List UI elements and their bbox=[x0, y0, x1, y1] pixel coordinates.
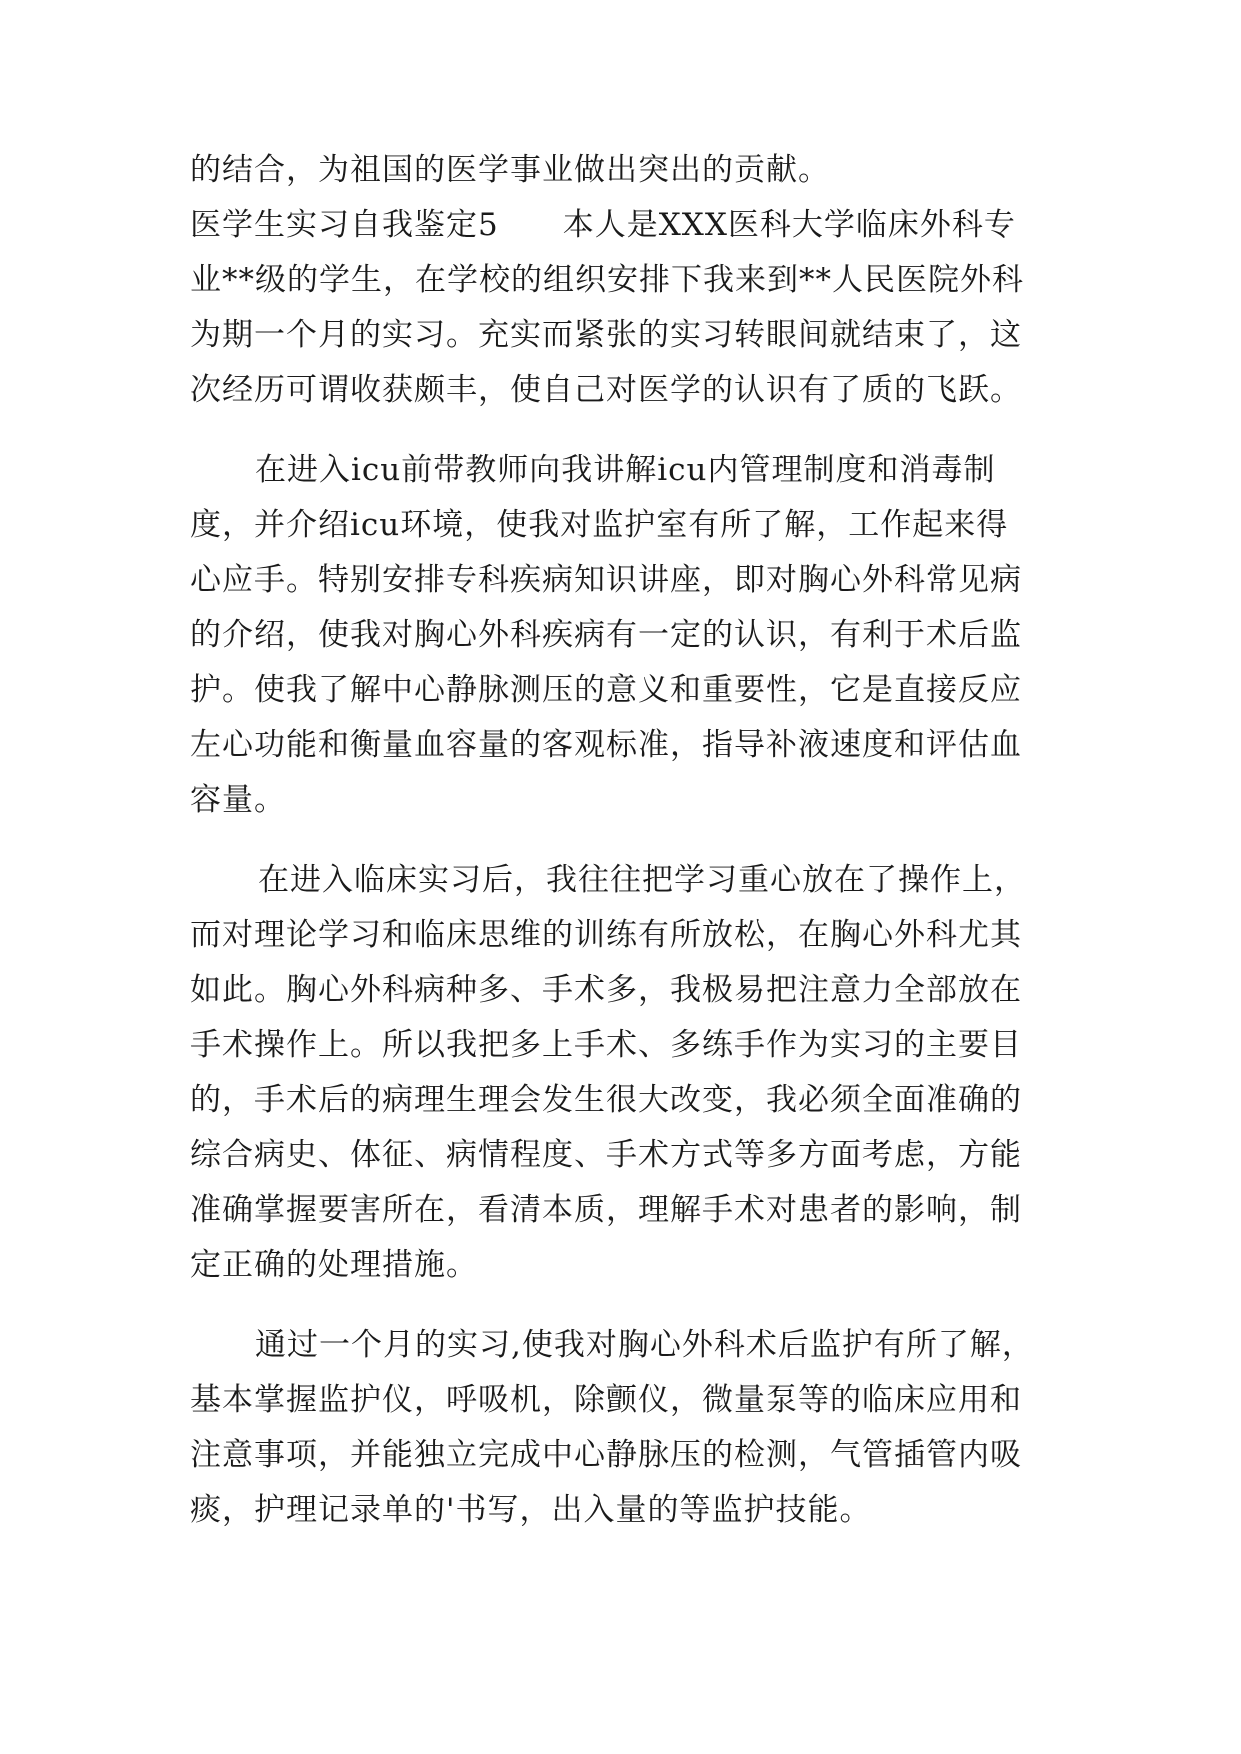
text-line: 痰，护理记录单的'书写，出入量的等监护技能。 bbox=[190, 1492, 872, 1528]
text-line: 在进入临床实习后，我往往把学习重心放在了操作上， bbox=[258, 862, 1026, 898]
text-line: 准确掌握要害所在，看清本质，理解手术对患者的影响，制 bbox=[190, 1192, 1022, 1228]
text-line: 基本掌握监护仪，呼吸机，除颤仪，微量泵等的临床应用和 bbox=[190, 1382, 1022, 1418]
text-line: 的，手术后的病理生理会发生很大改变，我必须全面准确的 bbox=[190, 1082, 1022, 1118]
text-line: 护。使我了解中心静脉测压的意义和重要性，它是直接反应 bbox=[190, 672, 1022, 708]
text-line: 次经历可谓收获颇丰，使自己对医学的认识有了质的飞跃。 bbox=[190, 372, 1022, 408]
text-line: 定正确的处理措施。 bbox=[190, 1247, 478, 1283]
text-line: 如此。胸心外科病种多、手术多，我极易把注意力全部放在 bbox=[190, 972, 1022, 1008]
text-line: 而对理论学习和临床思维的训练有所放松，在胸心外科尤其 bbox=[190, 917, 1022, 953]
text-line: 综合病史、体征、病情程度、手术方式等多方面考虑，方能 bbox=[190, 1137, 1022, 1173]
text-line: 业**级的学生，在学校的组织安排下我来到**人民医院外科 bbox=[190, 262, 1024, 298]
text-line: 的介绍，使我对胸心外科疾病有一定的认识，有利于术后监 bbox=[190, 617, 1022, 653]
text-line: 通过一个月的实习,使我对胸心外科术后监护有所了解， bbox=[255, 1327, 1034, 1363]
text-line: 为期一个月的实习。充实而紧张的实习转眼间就结束了，这 bbox=[190, 317, 1022, 353]
text-line: 心应手。特别安排专科疾病知识讲座，即对胸心外科常见病 bbox=[190, 562, 1022, 598]
text-line: 在进入icu前带教师向我讲解icu内管理制度和消毒制 bbox=[255, 452, 996, 488]
text-line: 度，并介绍icu环境，使我对监护室有所了解，工作起来得 bbox=[190, 507, 1009, 543]
text-line: 注意事项，并能独立完成中心静脉压的检测，气管插管内吸 bbox=[190, 1437, 1022, 1473]
text-line: 医学生实习自我鉴定5 本人是XXX医科大学临床外科专 bbox=[190, 207, 1016, 243]
text-line: 手术操作上。所以我把多上手术、多练手作为实习的主要目 bbox=[190, 1027, 1022, 1063]
text-line: 的结合，为祖国的医学事业做出突出的贡献。 bbox=[190, 152, 830, 188]
text-line: 容量。 bbox=[190, 782, 286, 818]
text-line: 左心功能和衡量血容量的客观标准，指导补液速度和评估血 bbox=[190, 727, 1022, 763]
